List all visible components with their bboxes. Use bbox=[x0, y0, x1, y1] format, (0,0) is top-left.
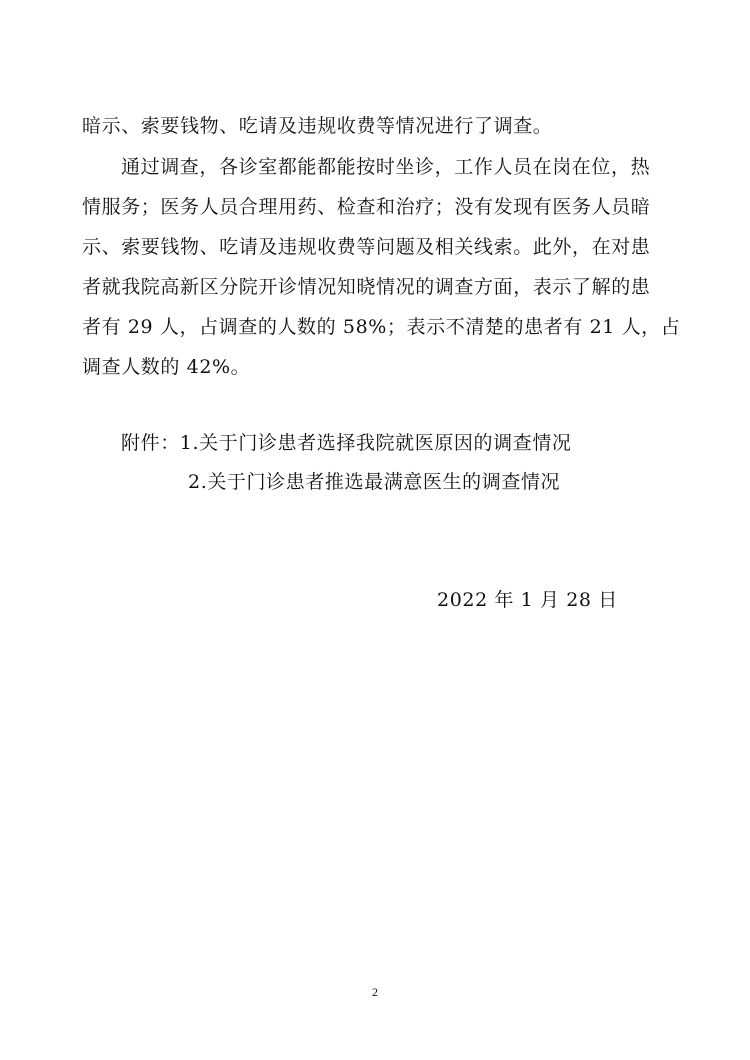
body-line-2: 通过调查，各诊室都能都能按时坐诊，工作人员在岗在位，热 bbox=[121, 156, 651, 178]
body-line-7: 调查人数的 42%。 bbox=[82, 356, 251, 378]
body-line-3: 情服务；医务人员合理用药、检查和治疗；没有发现有医务人员暗 bbox=[82, 196, 651, 218]
body-line-1: 暗示、索要钱物、吃请及违规收费等情况进行了调查。 bbox=[82, 115, 553, 137]
document-date: 2022 年 1 月 28 日 bbox=[437, 589, 618, 611]
body-line-5: 者就我院高新区分院开诊情况知晓情况的调查方面，表示了解的患 bbox=[82, 276, 651, 298]
body-line-6: 者有 29 人，占调查的人数的 58%；表示不清楚的患者有 21 人，占 bbox=[82, 316, 681, 338]
body-line-4: 示、索要钱物、吃请及违规收费等问题及相关线索。此外，在对患 bbox=[82, 236, 651, 258]
attachment-line-1: 附件：1.关于门诊患者选择我院就医原因的调查情况 bbox=[121, 432, 572, 454]
page-number: 2 bbox=[372, 985, 378, 999]
attachment-line-2: 2.关于门诊患者推选最满意医生的调查情况 bbox=[188, 471, 561, 493]
